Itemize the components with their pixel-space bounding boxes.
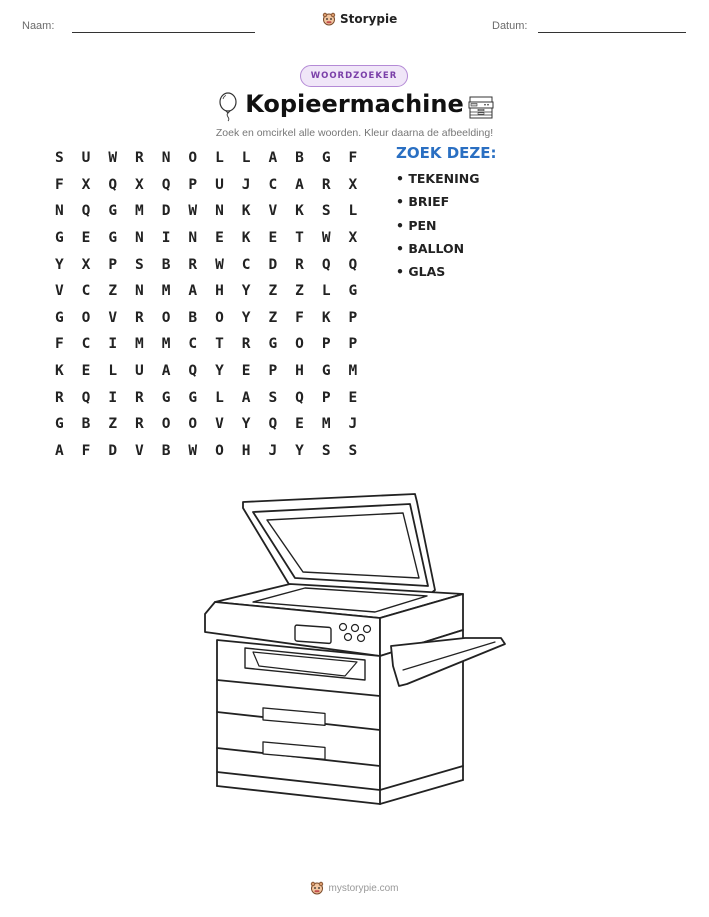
word-item: • GLAS <box>396 264 446 280</box>
grid-letter[interactable]: Y <box>241 283 251 300</box>
grid-letter[interactable]: C <box>81 283 91 300</box>
grid-letter[interactable]: G <box>54 230 64 247</box>
grid-letter[interactable]: Z <box>108 416 118 433</box>
footer-url[interactable]: mystorypie.com <box>328 882 399 894</box>
grid-letter[interactable]: F <box>54 336 64 353</box>
grid-row <box>46 358 366 385</box>
grid-letter[interactable]: Q <box>321 256 331 273</box>
storypie-mascot-icon <box>322 12 336 26</box>
grid-row <box>46 172 366 199</box>
grid-letter[interactable]: R <box>188 256 198 273</box>
name-line[interactable] <box>72 32 255 33</box>
grid-letter[interactable]: L <box>215 389 224 406</box>
grid-letter[interactable]: G <box>321 150 331 167</box>
grid-letter[interactable]: M <box>135 336 144 353</box>
grid-letter[interactable]: T <box>215 336 224 353</box>
grid-letter[interactable]: Y <box>54 256 64 273</box>
grid-letter[interactable]: P <box>348 309 358 326</box>
copier-icon <box>467 93 495 121</box>
grid-letter[interactable]: X <box>81 176 91 193</box>
grid-letter[interactable]: S <box>348 442 358 459</box>
grid-letter[interactable]: G <box>268 336 278 353</box>
grid-letter[interactable]: R <box>135 309 144 326</box>
category-badge: WOORDZOEKER <box>300 65 408 87</box>
word-search-grid[interactable] <box>46 145 366 464</box>
grid-letter[interactable]: L <box>108 363 118 380</box>
grid-letter[interactable]: A <box>161 363 171 380</box>
grid-letter[interactable]: M <box>348 363 358 380</box>
grid-letter[interactable]: J <box>268 442 278 459</box>
grid-letter[interactable]: G <box>108 230 118 247</box>
grid-letter[interactable]: O <box>188 150 198 167</box>
grid-letter[interactable]: S <box>268 389 278 406</box>
grid-letter[interactable]: B <box>295 150 304 167</box>
grid-letter[interactable]: J <box>241 176 251 193</box>
word-item: • TEKENING <box>396 171 480 186</box>
grid-letter[interactable]: Y <box>215 363 224 380</box>
grid-letter[interactable]: B <box>188 309 198 326</box>
grid-letter[interactable]: Q <box>161 176 171 193</box>
grid-letter[interactable]: K <box>321 309 331 326</box>
grid-row <box>46 145 366 172</box>
grid-letter[interactable]: A <box>268 150 278 167</box>
grid-letter[interactable]: N <box>54 203 64 220</box>
grid-letter[interactable]: Q <box>81 389 91 406</box>
grid-letter[interactable]: A <box>295 176 304 193</box>
grid-letter[interactable]: A <box>188 283 198 300</box>
grid-letter[interactable]: J <box>348 416 358 433</box>
grid-letter[interactable]: R <box>135 150 144 167</box>
grid-letter[interactable]: D <box>161 203 171 220</box>
grid-letter[interactable]: Z <box>268 283 278 300</box>
grid-letter[interactable]: Q <box>188 363 198 380</box>
grid-letter[interactable]: R <box>135 389 144 406</box>
grid-row <box>46 331 366 358</box>
grid-letter[interactable]: V <box>135 442 144 459</box>
grid-letter[interactable]: A <box>54 442 64 459</box>
word-item: • PEN <box>396 217 437 233</box>
grid-letter[interactable]: N <box>161 150 171 167</box>
grid-letter[interactable]: B <box>161 256 171 273</box>
footer <box>0 881 709 895</box>
grid-row <box>46 411 366 438</box>
grid-letter[interactable]: Q <box>108 176 118 193</box>
grid-letter[interactable]: E <box>215 230 224 247</box>
grid-row <box>46 198 366 225</box>
grid-letter[interactable]: U <box>81 150 91 167</box>
grid-letter[interactable]: L <box>215 150 224 167</box>
grid-letter[interactable]: H <box>241 442 251 459</box>
grid-letter[interactable]: S <box>54 150 64 167</box>
grid-letter[interactable]: N <box>135 283 144 300</box>
grid-letter[interactable]: R <box>295 256 304 273</box>
grid-letter[interactable]: R <box>54 389 64 406</box>
grid-letter[interactable]: L <box>321 283 331 300</box>
grid-letter[interactable]: G <box>188 389 198 406</box>
grid-letter[interactable]: M <box>161 283 171 300</box>
word-item: • BRIEF <box>396 194 450 210</box>
grid-letter[interactable]: C <box>268 176 278 193</box>
grid-letter[interactable]: O <box>295 336 304 353</box>
grid-letter[interactable]: G <box>108 203 118 220</box>
grid-letter[interactable]: C <box>241 256 251 273</box>
grid-letter[interactable]: F <box>54 176 64 193</box>
grid-letter[interactable]: X <box>81 256 91 273</box>
grid-letter[interactable]: C <box>188 336 198 353</box>
grid-letter[interactable]: P <box>321 389 331 406</box>
grid-letter[interactable]: E <box>295 416 304 433</box>
grid-letter[interactable]: O <box>188 416 198 433</box>
brand-name: Storypie <box>340 12 398 26</box>
grid-letter[interactable]: V <box>268 203 278 220</box>
grid-letter[interactable]: W <box>188 442 198 459</box>
grid-letter[interactable]: I <box>108 389 118 406</box>
grid-letter[interactable]: F <box>295 309 304 326</box>
grid-letter[interactable]: I <box>108 336 118 353</box>
grid-letter[interactable]: G <box>54 309 64 326</box>
grid-letter[interactable]: M <box>321 416 331 433</box>
grid-letter[interactable]: W <box>188 203 198 220</box>
grid-letter[interactable]: R <box>135 416 144 433</box>
grid-row <box>46 278 366 305</box>
grid-letter[interactable]: H <box>295 363 304 380</box>
grid-row <box>46 384 366 411</box>
grid-letter[interactable]: K <box>241 203 251 220</box>
grid-letter[interactable]: F <box>81 442 91 459</box>
grid-letter[interactable]: S <box>135 256 144 273</box>
grid-letter[interactable]: C <box>81 336 91 353</box>
grid-letter[interactable]: Q <box>81 203 91 220</box>
grid-letter[interactable]: S <box>321 442 331 459</box>
copier-coloring-illustration[interactable] <box>195 490 515 820</box>
grid-letter[interactable]: V <box>54 283 64 300</box>
grid-letter[interactable]: B <box>81 416 91 433</box>
grid-letter[interactable]: X <box>135 176 144 193</box>
grid-letter[interactable]: X <box>348 230 358 247</box>
grid-letter[interactable]: T <box>295 230 304 247</box>
grid-letter[interactable]: Z <box>295 283 304 300</box>
grid-letter[interactable]: O <box>215 309 224 326</box>
word-list-title: ZOEK DEZE: <box>396 144 497 162</box>
instructions: Zoek en omcirkel alle woorden. Kleur daarna de afbeelding! <box>215 127 494 139</box>
grid-letter[interactable]: W <box>321 230 331 247</box>
grid-letter[interactable]: P <box>321 336 331 353</box>
grid-letter[interactable]: E <box>81 230 91 247</box>
grid-letter[interactable]: S <box>321 203 331 220</box>
grid-letter[interactable]: Y <box>241 309 251 326</box>
grid-letter[interactable]: O <box>161 309 171 326</box>
grid-letter[interactable]: H <box>215 283 224 300</box>
grid-letter[interactable]: W <box>215 256 224 273</box>
grid-letter[interactable]: Z <box>108 283 118 300</box>
grid-letter[interactable]: E <box>348 389 358 406</box>
grid-letter[interactable]: R <box>241 336 251 353</box>
grid-letter[interactable]: M <box>135 203 144 220</box>
grid-letter[interactable]: Y <box>241 416 251 433</box>
grid-letter[interactable]: Y <box>295 442 304 459</box>
grid-letter[interactable]: L <box>348 203 358 220</box>
grid-letter[interactable]: R <box>321 176 331 193</box>
grid-letter[interactable]: A <box>241 389 251 406</box>
brand-logo <box>322 12 397 26</box>
grid-letter[interactable]: B <box>161 442 171 459</box>
grid-letter[interactable]: N <box>188 230 198 247</box>
grid-letter[interactable]: G <box>348 283 358 300</box>
grid-row <box>46 251 366 278</box>
grid-letter[interactable]: E <box>241 363 251 380</box>
grid-letter[interactable]: N <box>215 203 224 220</box>
grid-letter[interactable]: G <box>54 416 64 433</box>
page-title: Kopieermachine <box>245 90 464 118</box>
name-label: Naam: <box>22 20 55 32</box>
grid-letter[interactable]: G <box>161 389 171 406</box>
grid-letter[interactable]: P <box>348 336 358 353</box>
grid-letter[interactable]: P <box>108 256 118 273</box>
grid-letter[interactable]: Z <box>268 309 278 326</box>
date-label: Datum: <box>492 20 528 32</box>
grid-row <box>46 225 366 252</box>
grid-letter[interactable]: O <box>215 442 224 459</box>
grid-letter[interactable]: V <box>215 416 224 433</box>
grid-letter[interactable]: E <box>81 363 91 380</box>
storypie-mascot-icon <box>310 881 324 895</box>
grid-letter[interactable]: O <box>161 416 171 433</box>
grid-letter[interactable]: V <box>108 309 118 326</box>
grid-letter[interactable]: Q <box>348 256 358 273</box>
grid-letter[interactable]: N <box>135 230 144 247</box>
grid-letter[interactable]: Q <box>268 416 278 433</box>
grid-letter[interactable]: P <box>188 176 198 193</box>
grid-letter[interactable]: L <box>241 150 251 167</box>
grid-letter[interactable]: O <box>81 309 91 326</box>
grid-letter[interactable]: Q <box>295 389 304 406</box>
grid-letter[interactable]: P <box>268 363 278 380</box>
grid-letter[interactable]: D <box>108 442 118 459</box>
grid-letter[interactable]: I <box>161 230 171 247</box>
grid-letter[interactable]: D <box>268 256 278 273</box>
grid-letter[interactable]: W <box>108 150 118 167</box>
grid-letter[interactable]: M <box>161 336 171 353</box>
grid-letter[interactable]: K <box>295 203 304 220</box>
grid-letter[interactable]: K <box>241 230 251 247</box>
grid-row <box>46 438 366 465</box>
word-list <box>396 171 479 287</box>
grid-letter[interactable]: K <box>54 363 64 380</box>
grid-letter[interactable]: F <box>348 150 358 167</box>
word-item: • BALLON <box>396 240 465 256</box>
date-line[interactable] <box>538 32 686 33</box>
grid-letter[interactable]: G <box>321 363 331 380</box>
grid-letter[interactable]: X <box>348 176 358 193</box>
grid-letter[interactable]: E <box>268 230 278 247</box>
grid-row <box>46 305 366 332</box>
grid-letter[interactable]: U <box>135 363 144 380</box>
grid-letter[interactable]: U <box>215 176 224 193</box>
